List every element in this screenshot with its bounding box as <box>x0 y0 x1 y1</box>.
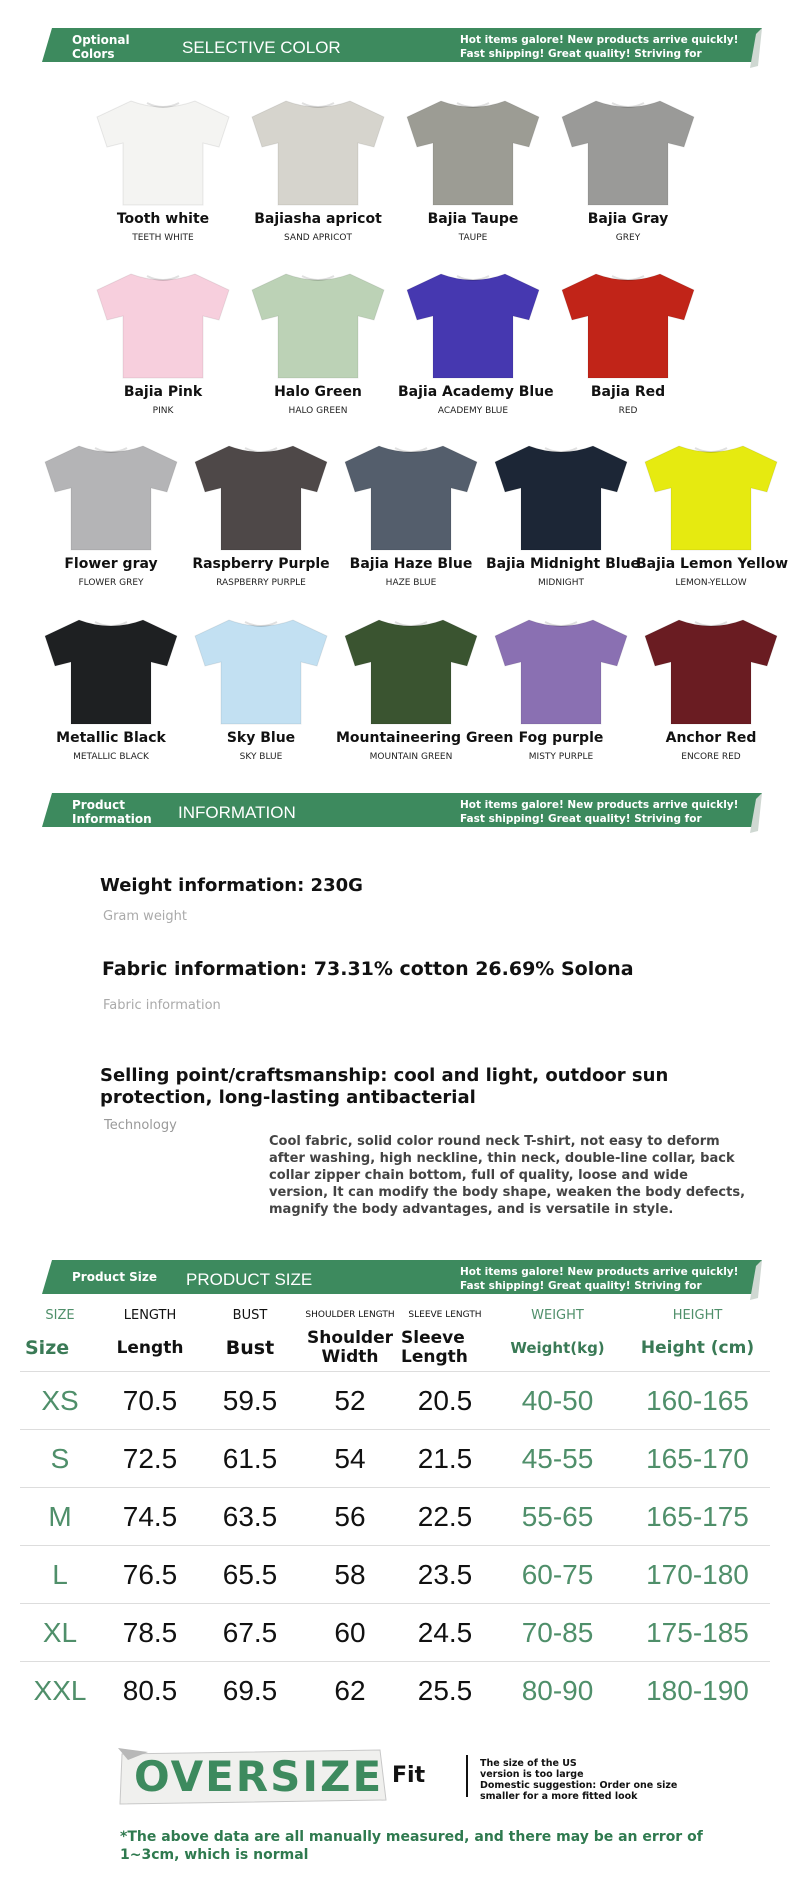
color-code: MISTY PURPLE <box>528 752 594 762</box>
tshirt-icon <box>248 268 388 380</box>
color-code: HAZE BLUE <box>385 578 437 588</box>
banner-small-label: Product Information <box>72 798 152 826</box>
tshirt-icon <box>41 614 181 726</box>
table-row <box>20 1604 770 1662</box>
table-cell: XL <box>20 1604 100 1662</box>
banner-title: INFORMATION <box>178 803 296 822</box>
tshirt-icon <box>191 614 331 726</box>
table-cell: 63.5 <box>200 1488 300 1546</box>
color-code: ACADEMY BLUE <box>437 406 509 416</box>
color-code: METALLIC BLACK <box>73 752 149 762</box>
color-name: Tooth white <box>116 211 210 227</box>
color-swatch[interactable] <box>36 614 186 784</box>
table-cell: 65.5 <box>200 1546 300 1604</box>
color-code: MOUNTAIN GREEN <box>369 752 453 762</box>
table-cell: 175-185 <box>625 1604 770 1662</box>
table-cell: 55-65 <box>490 1488 625 1546</box>
banner-promo: Hot items galore! New products arrive quickly! Fast shipping! Great quality! Striving for excellence! <box>460 34 739 74</box>
selling-sub: Technology <box>104 1118 177 1133</box>
oversize-word: OVERSIZE <box>134 1752 384 1801</box>
fit-note <box>480 1758 690 1802</box>
table-cell: 180-190 <box>625 1662 770 1720</box>
fit-word: Fit <box>392 1763 426 1788</box>
selling-point: Selling point/craftsmanship: cool and light, outdoor sun protection, long-lasting antibacterial <box>100 1065 669 1108</box>
table-cell: 52 <box>300 1372 400 1430</box>
color-name: Bajia Red <box>590 384 666 400</box>
color-swatch[interactable] <box>336 614 514 784</box>
table-cell: 165-175 <box>625 1488 770 1546</box>
color-name: Raspberry Purple <box>192 556 330 572</box>
fabric-info: Fabric information: 73.31% cotton 26.69% Solona <box>102 958 634 980</box>
banner-selective-color <box>42 28 762 74</box>
color-name: Metallic Black <box>56 730 166 746</box>
product-description: Cool fabric, solid color round neck T-shirt, not easy to deform after washing, high neckline, thin neck, double-line collar, back collar zipper chain bottom, full of quality, loose and wide version, It can modify the body shape, weaken the body defects, magnify the body advantages, and is versatile in style. <box>269 1134 746 1217</box>
tshirt-icon <box>403 268 543 380</box>
color-swatch[interactable] <box>636 440 786 610</box>
size-header-en <box>20 1305 770 1325</box>
size-table <box>20 1305 770 1719</box>
color-code: PINK <box>152 406 174 416</box>
table-cell: 25.5 <box>400 1662 490 1720</box>
table-row <box>20 1430 770 1488</box>
tshirt-icon <box>341 614 481 726</box>
table-row <box>20 1662 770 1720</box>
table-cell: 58 <box>300 1546 400 1604</box>
banner-small-label: Product Size <box>72 1270 157 1284</box>
header-height: Height (cm) <box>640 1338 755 1358</box>
table-cell: 60-75 <box>490 1546 625 1604</box>
header-en-sleeve: SLEEVE LENGTH <box>408 1309 482 1320</box>
color-swatch[interactable] <box>36 440 186 610</box>
table-cell: 56 <box>300 1488 400 1546</box>
color-swatch[interactable] <box>398 95 548 265</box>
table-cell: 78.5 <box>100 1604 200 1662</box>
color-code: TAUPE <box>458 233 488 243</box>
color-swatch[interactable] <box>186 440 336 610</box>
tshirt-icon <box>491 614 631 726</box>
color-name: Bajia Pink <box>123 384 203 400</box>
table-cell: 67.5 <box>200 1604 300 1662</box>
table-cell: 54 <box>300 1430 400 1488</box>
color-name: Fog purple <box>518 730 604 746</box>
weight-sub: Gram weight <box>103 909 188 924</box>
color-code: FLOWER GREY <box>78 578 144 588</box>
color-swatch[interactable] <box>398 268 554 438</box>
table-cell: 60 <box>300 1604 400 1662</box>
header-en-size: SIZE <box>45 1307 75 1323</box>
table-cell: 59.5 <box>200 1372 300 1430</box>
banner-promo: Hot items galore! New products arrive quickly! Fast shipping! Great quality! Striving for excellence! <box>460 1266 739 1306</box>
measurement-disclaimer: *The above data are all manually measured, and there may be an error of 1~3cm, which is normal <box>120 1829 703 1863</box>
tshirt-icon <box>558 268 698 380</box>
table-cell: 24.5 <box>400 1604 490 1662</box>
table-cell: 74.5 <box>100 1488 200 1546</box>
table-cell: 20.5 <box>400 1372 490 1430</box>
table-cell: 62 <box>300 1662 400 1720</box>
table-cell: 22.5 <box>400 1488 490 1546</box>
color-name: Bajia Lemon Yellow <box>636 556 788 572</box>
size-header <box>20 1325 770 1372</box>
header-bust: Bust <box>225 1337 275 1359</box>
color-code: HALO GREEN <box>288 406 348 416</box>
fit-note-line1: The size of the US version is too large <box>480 1758 584 1780</box>
color-swatch[interactable] <box>486 614 636 784</box>
color-swatch[interactable] <box>553 268 703 438</box>
table-cell: 40-50 <box>490 1372 625 1430</box>
color-code: SAND APRICOT <box>284 233 352 243</box>
banner-promo: Hot items galore! New products arrive quickly! Fast shipping! Great quality! Striving for excellence! <box>460 799 739 839</box>
banner-information <box>42 793 762 839</box>
color-name: Anchor Red <box>665 730 757 746</box>
color-code: MIDNIGHT <box>538 578 584 588</box>
color-name: Bajia Taupe <box>427 211 519 227</box>
table-row <box>20 1488 770 1546</box>
tshirt-icon <box>93 95 233 207</box>
color-code: SKY BLUE <box>239 752 283 762</box>
banner-title: PRODUCT SIZE <box>186 1270 313 1289</box>
color-swatch[interactable] <box>186 614 336 784</box>
header-sleeve: Sleeve Length <box>401 1328 468 1367</box>
header-shoulder: Shoulder Width <box>306 1328 394 1367</box>
color-swatch[interactable] <box>88 268 238 438</box>
table-cell: 61.5 <box>200 1430 300 1488</box>
color-code: TEETH WHITE <box>132 233 194 243</box>
header-en-weight: WEIGHT <box>531 1307 584 1323</box>
color-name: Flower gray <box>64 556 158 572</box>
tshirt-icon <box>491 440 631 552</box>
weight-info: Weight information: 230G <box>100 875 363 896</box>
fabric-sub: Fabric information <box>103 998 221 1013</box>
header-en-bust: BUST <box>232 1307 268 1323</box>
color-name: Bajia Gray <box>587 211 669 227</box>
tshirt-icon <box>403 95 543 207</box>
header-en-shoulder: SHOULDER LENGTH <box>305 1309 395 1320</box>
table-cell: S <box>20 1430 100 1488</box>
table-cell: 160-165 <box>625 1372 770 1430</box>
table-cell: 80.5 <box>100 1662 200 1720</box>
color-swatch[interactable] <box>553 95 703 265</box>
tshirt-icon <box>641 440 781 552</box>
color-name: Bajia Haze Blue <box>349 556 473 572</box>
table-cell: 70-85 <box>490 1604 625 1662</box>
color-code: RASPBERRY PURPLE <box>216 578 306 588</box>
color-name: Bajia Academy Blue <box>398 384 554 400</box>
header-en-height: HEIGHT <box>672 1307 723 1323</box>
table-cell: 21.5 <box>400 1430 490 1488</box>
tshirt-icon <box>41 440 181 552</box>
table-cell: 80-90 <box>490 1662 625 1720</box>
table-cell: 170-180 <box>625 1546 770 1604</box>
table-cell: L <box>20 1546 100 1604</box>
table-cell: 72.5 <box>100 1430 200 1488</box>
fit-note-line2: Domestic suggestion: Order one size smaller for a more fitted look <box>480 1780 678 1802</box>
color-code: LEMON-YELLOW <box>675 578 747 588</box>
tshirt-icon <box>248 95 388 207</box>
header-size: Size <box>25 1337 70 1359</box>
color-name: Mountaineering Green <box>336 730 514 746</box>
table-cell: M <box>20 1488 100 1546</box>
table-cell: 23.5 <box>400 1546 490 1604</box>
table-cell: 69.5 <box>200 1662 300 1720</box>
banner-product-size <box>42 1260 762 1306</box>
header-en-length: LENGTH <box>123 1307 177 1323</box>
table-row <box>20 1546 770 1604</box>
table-cell: 45-55 <box>490 1430 625 1488</box>
color-name: Halo Green <box>274 384 362 400</box>
tshirt-icon <box>558 95 698 207</box>
oversize-stamp <box>118 1748 388 1806</box>
color-swatch[interactable] <box>88 95 238 265</box>
table-cell: 70.5 <box>100 1372 200 1430</box>
table-cell: 165-170 <box>625 1430 770 1488</box>
tshirt-icon <box>641 614 781 726</box>
table-row <box>20 1372 770 1430</box>
color-swatch[interactable] <box>636 614 786 784</box>
color-swatch[interactable] <box>243 268 393 438</box>
table-cell: 76.5 <box>100 1546 200 1604</box>
divider <box>466 1755 468 1797</box>
color-swatch[interactable] <box>243 95 393 265</box>
table-cell: XS <box>20 1372 100 1430</box>
color-name: Bajia Midnight Blue <box>486 556 641 572</box>
color-code: ENCORE RED <box>681 752 741 762</box>
tshirt-icon <box>93 268 233 380</box>
table-cell: XXL <box>20 1662 100 1720</box>
color-name: Sky Blue <box>226 730 296 746</box>
color-code: GREY <box>615 233 641 243</box>
color-swatch[interactable] <box>336 440 486 610</box>
tshirt-icon <box>191 440 331 552</box>
header-weight: Weight(kg) <box>510 1339 605 1357</box>
banner-title: SELECTIVE COLOR <box>182 38 341 57</box>
color-code: RED <box>618 406 638 416</box>
tshirt-icon <box>341 440 481 552</box>
color-swatch[interactable] <box>486 440 641 610</box>
color-name: Bajiasha apricot <box>254 211 382 227</box>
header-length: Length <box>116 1338 184 1358</box>
banner-small-label: Optional Colors <box>72 33 130 61</box>
